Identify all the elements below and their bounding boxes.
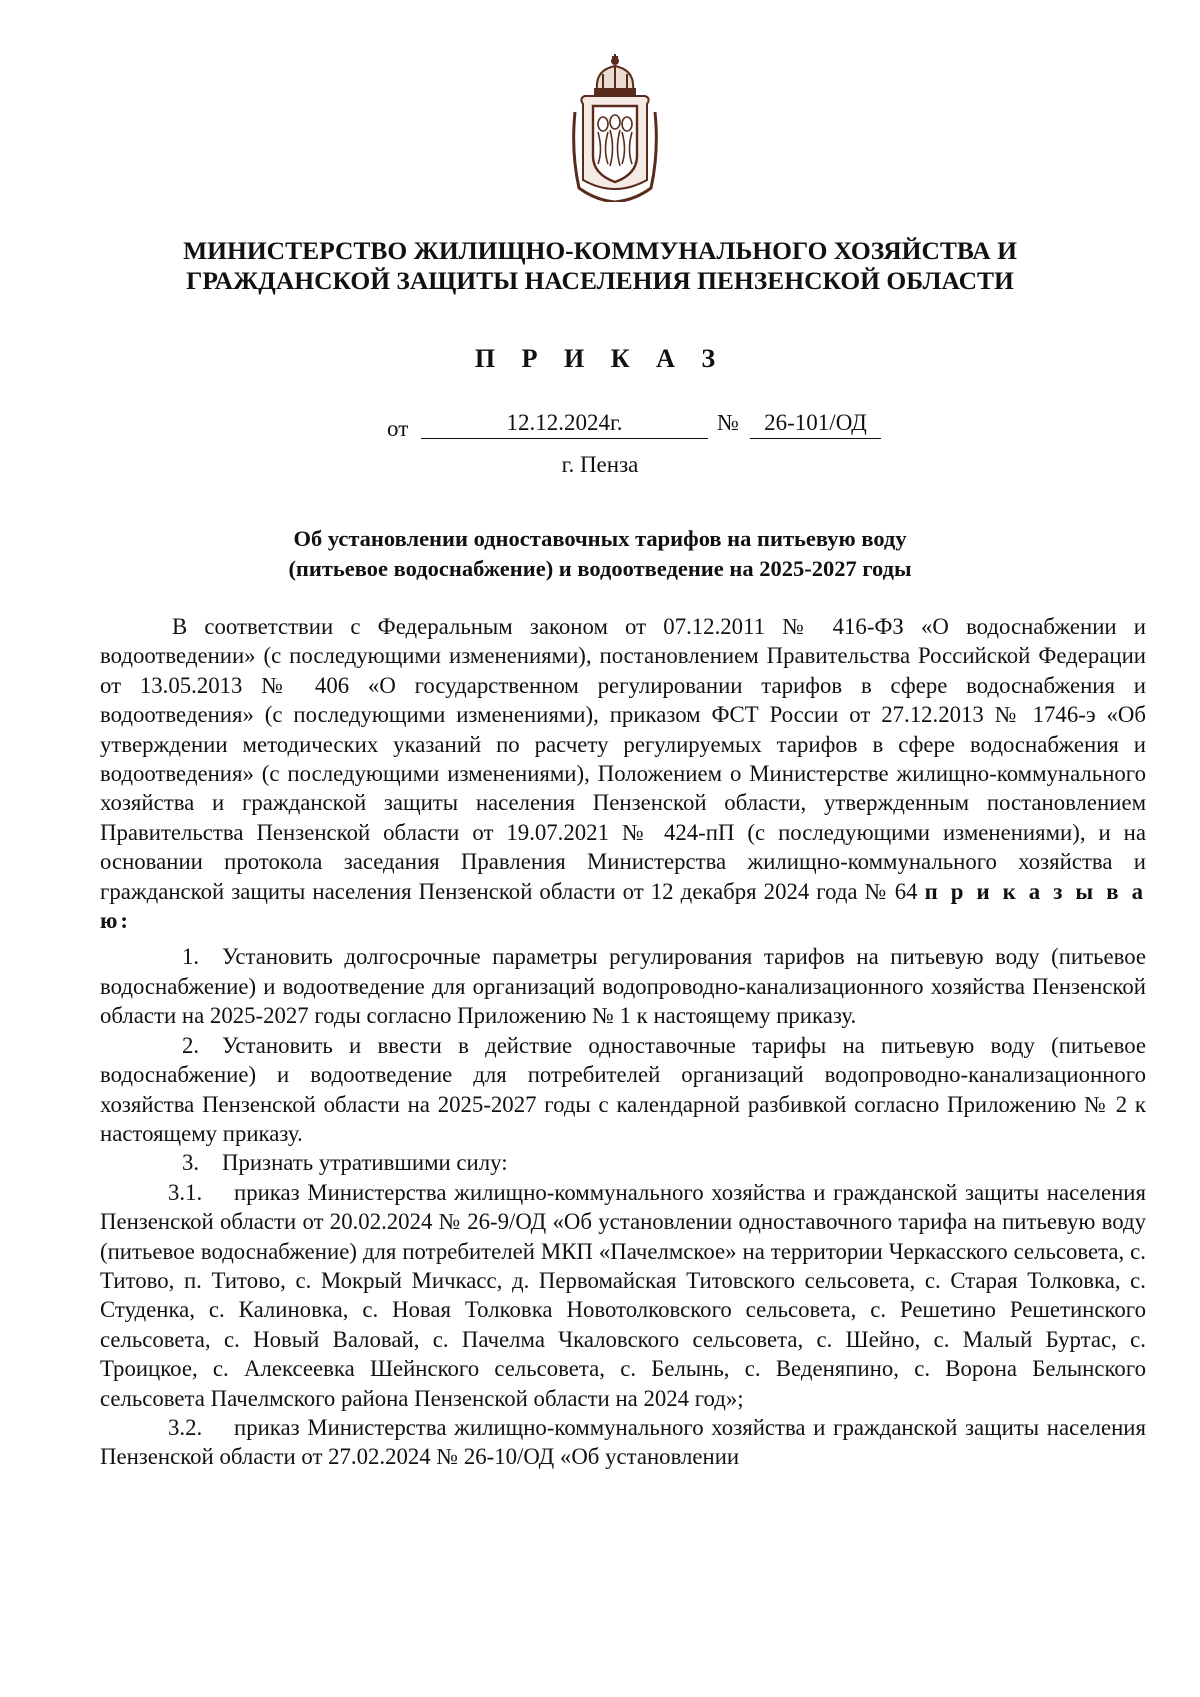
- order-item: [100, 1031, 1146, 1149]
- item-text: Установить и ввести в действие одноставочные тарифы на питьевую воду (питьевое водоснабжение) и водоотведение для потребителей организаций водопроводно-канализационного хозяйства Пензенской области на 2025-2027 годы с календарной разбивкой согласно Приложению № 2 к настоящему приказу.: [100, 1032, 1146, 1146]
- document-type-title: П Р И К А З: [474, 344, 726, 373]
- document-subject: [150, 524, 1050, 584]
- document-body: [100, 612, 1146, 1472]
- preamble-paragraph: [100, 612, 1146, 935]
- document-date: 12.12.2024г.: [421, 410, 708, 439]
- item-number: 2.: [182, 1032, 200, 1058]
- order-subitem: [100, 1413, 1146, 1472]
- item-number: 3.: [182, 1150, 200, 1176]
- subject-line-2: (питьевое водоснабжение) и водоотведение на 2025-2027 годы: [288, 556, 912, 581]
- subitem-text: приказ Министерства жилищно-коммунального хозяйства и гражданской защиты населения Пензенской области от 20.02.2024 № 26-9/ОД «Об установлении одноставочного тарифа на питьевую воду (питьевое водоснабжение) для потребителей МКП «Пачелмское» на территории Черкасского сельсовета, с. Титово, п. Титово, с. Мокрый Мичкасс, д. Первомайская Титовского сельсовета, с. Старая Толковка, с. Студенка, с. Калиновка, с. Новая Толковка Новотолковского сельсовета, с. Решетино Решетинского сельсовета, с. Новый Валовай, с. Пачелма Чкаловского сельсовета, с. Шейно, с. Малый Буртас, с. Троицкое, с. Алексеевка Шейнского сельсовета, с. Белынь, с. Веденяпино, с. Ворона Белынского сельсовета Пачелмского района Пензенской области на 2024 год»;: [100, 1179, 1146, 1411]
- organization-name: [100, 236, 1100, 296]
- order-verb: п р и к а з ы в а ю:: [100, 878, 1147, 934]
- organization-line-1: МИНИСТЕРСТВО ЖИЛИЩНО-КОММУНАЛЬНОГО ХОЗЯЙСТВА И: [183, 236, 1017, 265]
- document-number: 26-101/ОД: [750, 410, 881, 439]
- item-number: 1.: [182, 944, 200, 970]
- item-text: Признать утратившими силу:: [222, 1150, 508, 1176]
- item-text: Установить долгосрочные параметры регулирования тарифов на питьевую воду (питьевое водоснабжение) и водоотведение для организаций водопроводно-канализационного хозяйства Пензенской области на 2025-2027 годы согласно Приложению № 1 к настоящему приказу.: [100, 944, 1146, 1029]
- number-sign: №: [717, 410, 739, 435]
- order-items: [100, 942, 1146, 1471]
- subitem-number: 3.1.: [168, 1179, 203, 1205]
- coat-of-arms-icon: [565, 52, 665, 202]
- subject-line-1: Об установлении одноставочных тарифов на питьевую воду: [293, 526, 907, 551]
- organization-line-2: ГРАЖДАНСКОЙ ЗАЩИТЫ НАСЕЛЕНИЯ ПЕНЗЕНСКОЙ ОБЛАСТИ: [186, 266, 1014, 295]
- order-item: [100, 1148, 1146, 1177]
- order-subitem: [100, 1178, 1146, 1413]
- order-item: [100, 942, 1146, 1030]
- city-name: г. Пенза: [561, 452, 639, 477]
- subitem-text: приказ Министерства жилищно-коммунального хозяйства и гражданской защиты населения Пензенской области от 27.02.2024 № 26-10/ОД «Об установлении: [100, 1414, 1146, 1470]
- subitem-number: 3.2.: [168, 1414, 203, 1440]
- preamble-text: В соответствии с Федеральным законом от 07.12.2011 № 416-ФЗ «О водоснабжении и водоотведении» (с последующими изменениями), постановлением Правительства Российской Федерации от 13.05.2013 № 406 «О государственном регулировании тарифов в сфере водоснабжения и водоотведения» (с последующими изменениями), приказом ФСТ России от 27.12.2013 № 1746-э «Об утверждении методических указаний по расчету регулируемых тарифов в сфере водоснабжения и водоотведения» (с последующими изменениями), Положением о Министерстве жилищно-коммунального хозяйства и гражданской защиты населения Пензенской области, утвержденным постановлением Правительства Пензенской области от 19.07.2021 № 424-пП (с последующими изменениями), и на основании протокола заседания Правления Министерства жилищно-коммунального хозяйства и гражданской защиты населения Пензенской области от 12 декабря 2024 года № 64: [100, 614, 1146, 904]
- date-number-line: [0, 410, 1200, 446]
- date-prefix: от: [387, 416, 409, 441]
